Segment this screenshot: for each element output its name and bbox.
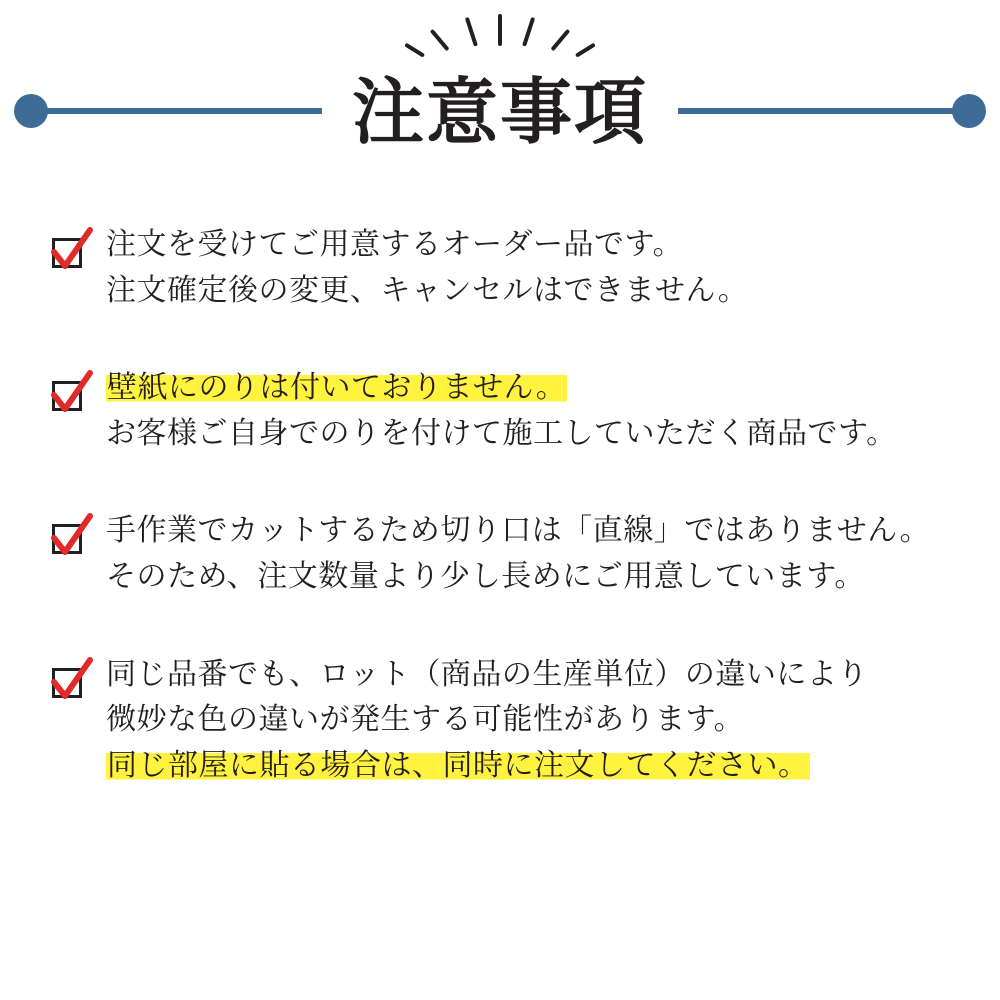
list-item: [0, 365, 1000, 456]
list-item: [0, 652, 1000, 789]
plain-text: 微妙な色の違いが発生する可能性があります。: [106, 703, 745, 737]
highlighted-text: 同じ部屋に貼る場合は、同時に注文してください。: [107, 748, 809, 782]
plain-text: 注文確定後の変更、キャンセルはできません。: [106, 273, 749, 307]
list-item-line: [106, 652, 1000, 698]
plain-text: 手作業でカットするため切り口は「直線」ではありません。: [106, 514, 931, 548]
list-item-line: [106, 222, 1000, 268]
list-item-line: [106, 268, 1000, 314]
list-item-text: [106, 652, 1000, 789]
list-item-line: [106, 554, 1000, 600]
rule-line-right: [678, 108, 960, 114]
list-item-line: [106, 508, 1000, 554]
list-item: [0, 222, 1000, 313]
sparkle-rays-icon: [420, 14, 580, 60]
list-item-line: [106, 411, 1000, 457]
rule-dot-right: [952, 94, 986, 128]
checkbox-checked-icon: [52, 524, 86, 558]
list-item-line: [106, 743, 1000, 789]
checkbox-checked-icon: [52, 381, 86, 415]
page-title: 注意事項: [351, 70, 648, 154]
list-item-text: [106, 222, 1000, 313]
highlighted-text: 壁紙にのりは付いておりません。: [107, 371, 567, 405]
notice-list: [0, 222, 1000, 840]
checkbox-checked-icon: [52, 238, 86, 272]
page-header: [0, 0, 1000, 200]
plain-text: そのため、注文数量より少し長めにご用意しています。: [106, 559, 865, 593]
list-item-text: [106, 365, 1000, 456]
plain-text: 同じ品番でも、ロット（商品の生産単位）の違いにより: [106, 657, 868, 691]
plain-text: お客様ご自身でのりを付けて施工していただく商品です。: [106, 416, 897, 450]
list-item-line: [106, 365, 1000, 411]
checkbox-checked-icon: [52, 668, 86, 702]
plain-text: 注文を受けてご用意するオーダー品です。: [106, 228, 684, 261]
list-item-line: [106, 697, 1000, 743]
list-item: [0, 508, 1000, 599]
list-item-text: [106, 508, 1000, 599]
